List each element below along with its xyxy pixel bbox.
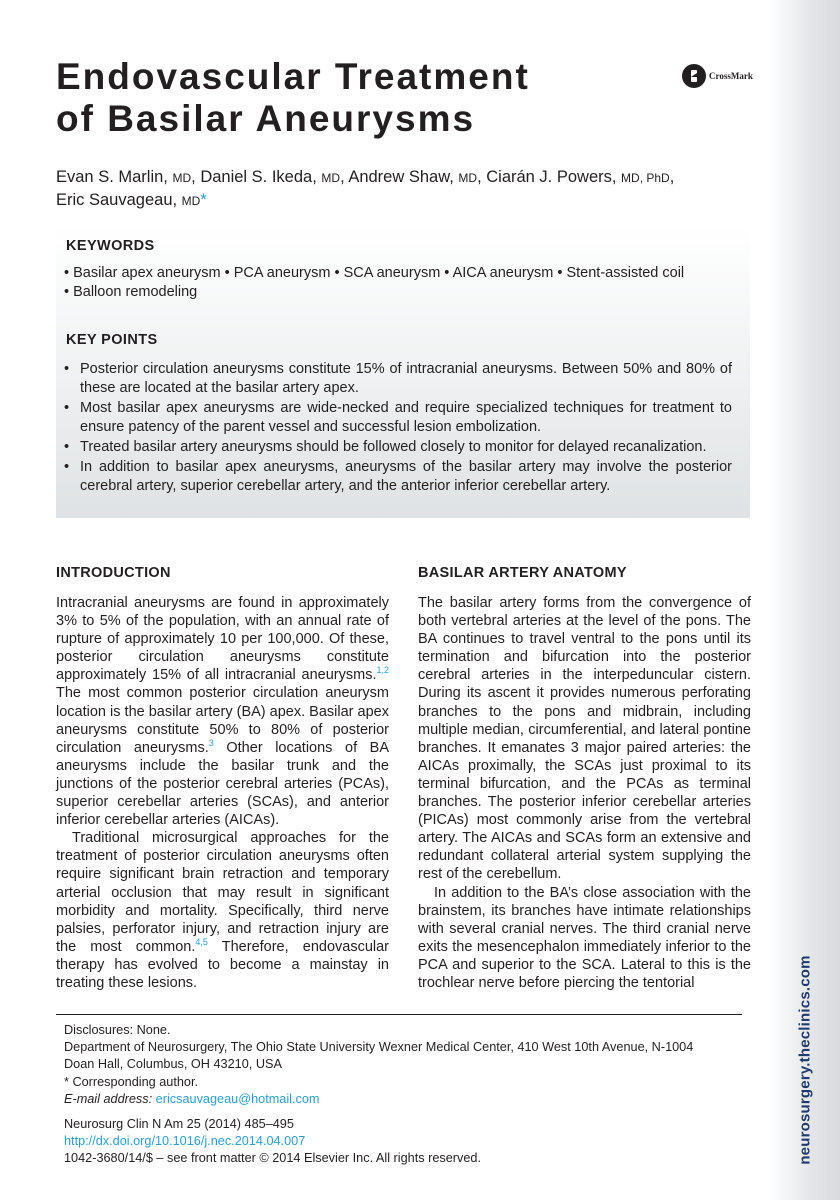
key-point-item: • Treated basilar artery aneurysms should be followed closely to monitor for delayed recanalization. [64, 438, 732, 457]
introduction-paragraph [56, 829, 389, 992]
text-run: Other locations of BA aneurysms include the basilar trunk and the junctions of the posterior cerebral arteries (PCAs), superior cerebellar arteries (SCAs), and anterior inferior cerebellar arteries (AICAs). [56, 739, 390, 829]
text-run: Intracranial aneurysms are found in approximately 3% to 5% of the population, with an annual rate of rupture of approximately 10 per 100,000. Of these, posterior circulation aneurysms constitute approximately 15% of all intracranial aneurysms. [56, 595, 389, 684]
text-run: Traditional microsurgical approaches for the treatment of posterior circulation aneurysms often require significant brain retraction and temporary arterial occlusion that may result in significant morbidity and mortality. Specifically, third nerve palsies, perforator injury, and retraction injury are the most common. [56, 830, 389, 955]
author-separator: , [340, 168, 349, 186]
copyright: 1042-3680/14/$ – see front matter © 2014 Elsevier Inc. All rights reserved. [64, 1151, 481, 1166]
anatomy-paragraph: In addition to the BA’s close association with the brainstem, its branches have intimate relationships with several cranial nerves. The third cranial nerve exits the mesencephalon immediately inferior to the PCA and superior to the SCA. Lateral to this is the trochlear nerve before piercing the tentorial [418, 884, 751, 991]
spacer [64, 1108, 754, 1116]
corresponding-author-marker[interactable]: * [200, 191, 207, 209]
introduction-heading: INTRODUCTION [56, 565, 171, 581]
introduction-paragraph [56, 594, 389, 829]
key-point-item: • In addition to basilar apex aneurysms, aneurysms of the basilar artery may involve the posterior cerebral artery, superior cerebellar artery, and the anterior inferior cerebellar artery. [64, 458, 732, 496]
keywords-heading: KEYWORDS [66, 238, 155, 254]
email-label: E-mail address: [64, 1091, 153, 1106]
footnotes [64, 1022, 754, 1168]
corresponding-author-note: * Corresponding author. [64, 1074, 199, 1089]
author-degree: MD [458, 171, 478, 185]
footnote-divider [56, 1014, 742, 1015]
text-run: Therefore, endovascular therapy has evolved to become a mainstay in treating these lesions. [56, 938, 389, 991]
affiliation: Department of Neurosurgery, The Ohio State University Wexner Medical Center, 410 West 10th Avenue, N-1004 [64, 1040, 694, 1055]
author-degree: MD, PhD [621, 171, 670, 185]
anatomy-paragraph: The basilar artery forms from the convergence of both vertebral arteries at the level of the pons. The BA continues to travel ventral to the pons until its termination and bifurcation into the posterior cerebral arteries in the interpeduncular cistern. During its ascent it provides numerous perforating branches to the pons and midbrain, including multiple median, circumferential, and lateral pontine branches. It emanates 3 major paired arteries: the AICAs proximally, the SCAs just proximal to its terminal bifurcation, and the PCAs as terminal branches. The posterior inferior cerebellar arteries (PICAs) most commonly arise from the vertebral artery. The AICAs and SCAs form an extensive and redundant collateral arterial system supplying the rest of the cerebellum. [418, 595, 751, 883]
author-list [56, 166, 756, 212]
text-run: The most common posterior circulation aneurysm location is the basilar artery (BA) apex. Basilar apex aneurysms constitute 50% to 80% of posterior circulation aneurysms. [56, 685, 389, 756]
author-separator: , [669, 168, 675, 186]
affiliation: Doan Hall, Columbus, OH 43210, USA [64, 1057, 282, 1072]
key-point-item: • Most basilar apex aneurysms are wide-necked and require specialized techniques for treatment to ensure patency of the parent vessel and successful lesion embolization. [64, 399, 732, 437]
journal-url[interactable]: neurosurgery.theclinics.com [796, 955, 814, 1165]
reference-link[interactable]: 1,2 [376, 665, 389, 676]
email-link[interactable]: ericsauvageau@hotmail.com [155, 1091, 320, 1106]
disclosures: Disclosures: None. [64, 1023, 171, 1037]
doi-link[interactable]: http://dx.doi.org/10.1016/j.nec.2014.04.007 [64, 1134, 306, 1149]
citation: Neurosurg Clin N Am 25 (2014) 485–495 [64, 1117, 294, 1132]
keywords-line: • Balloon remodeling [64, 284, 198, 300]
crossmark-label: CrossMark [709, 71, 753, 81]
author-name: Ciarán J. Powers, [486, 168, 622, 186]
key-points-list [64, 360, 732, 497]
introduction-body [56, 594, 389, 992]
reference-link[interactable]: 3 [208, 737, 214, 748]
crossmark-icon [682, 64, 706, 88]
keywords-list [64, 264, 744, 302]
email-line [64, 1091, 754, 1108]
title-line-2: of Basilar Aneurysms [56, 98, 476, 139]
anatomy-body [418, 594, 751, 992]
author-separator: , [191, 168, 201, 186]
crossmark-badge[interactable] [682, 64, 753, 88]
anatomy-heading: BASILAR ARTERY ANATOMY [418, 565, 627, 581]
author-degree: MD [321, 171, 341, 185]
key-point-item: • Posterior circulation aneurysms constitute 15% of intracranial aneurysms. Between 50% and 80% of these are located at the basilar artery apex. [64, 360, 732, 398]
author-name: Eric Sauvageau, [56, 191, 182, 209]
author-separator: , [477, 168, 487, 186]
title-line-1: Endovascular Treatment [56, 56, 530, 97]
author-name: Andrew Shaw, [348, 168, 459, 186]
reference-link[interactable]: 4,5 [195, 936, 208, 947]
author-degree: MD [172, 171, 192, 185]
article-title [56, 56, 656, 140]
key-points-heading: KEY POINTS [66, 332, 158, 348]
author-name: Daniel S. Ikeda, [200, 168, 322, 186]
author-degree: MD [181, 194, 201, 208]
author-name: Evan S. Marlin, [56, 168, 173, 186]
keywords-line: • Basilar apex aneurysm • PCA aneurysm • SCA aneurysm • AICA aneurysm • Stent-assisted coil [64, 265, 685, 281]
